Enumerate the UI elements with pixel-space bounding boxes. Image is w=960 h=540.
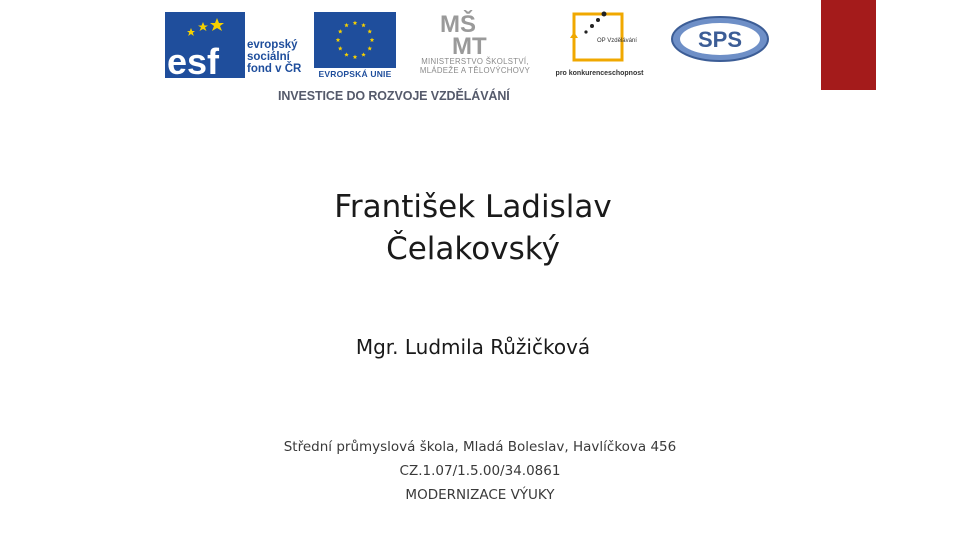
opvk-logo (552, 8, 647, 80)
title-line-2: Čelakovský (386, 231, 560, 267)
slide-author: Mgr. Ludmila Růžičková (355, 335, 591, 359)
opvk-inner-text: OP Vzdělávání (597, 38, 637, 44)
svg-text:MT: MT (452, 33, 487, 56)
slide-footer (200, 435, 760, 507)
logo-strip (0, 0, 960, 110)
esf-mark-icon (165, 12, 245, 78)
esf-logo (165, 12, 310, 78)
sps-logo (670, 14, 770, 64)
footer-school: Střední průmyslová škola, Mladá Boleslav, Havlíčkova 456 (283, 439, 677, 455)
slide-title (240, 186, 706, 270)
svg-text:esf: esf (167, 41, 220, 78)
title-line-1: František Ladislav (334, 189, 612, 225)
sps-mark-icon (670, 14, 770, 64)
footer-program: MODERNIZACE VÝUKY (405, 487, 555, 503)
msmt-mark-icon (400, 10, 550, 56)
opvk-caption: pro konkurenceschopnost (555, 70, 644, 77)
msmt-caption: MINISTERSTVO ŠKOLSTVÍ, MLÁDEŽE A TĚLOVÝCHOVY (419, 57, 531, 75)
eu-caption: EVROPSKÁ UNIE (318, 69, 392, 79)
investice-banner: INVESTICE DO ROZVOJE VZDĚLÁVÁNÍ (278, 89, 510, 103)
svg-text:SPS: SPS (697, 27, 743, 52)
msmt-logo (400, 10, 550, 80)
svg-text:MŠ: MŠ (440, 11, 476, 38)
eu-logo (314, 12, 396, 78)
esf-text: evropský sociální fond v ČR (247, 39, 302, 75)
accent-red-block (821, 0, 876, 90)
footer-project-code: CZ.1.07/1.5.00/34.0861 (399, 463, 561, 479)
eu-flag-icon (314, 12, 396, 68)
